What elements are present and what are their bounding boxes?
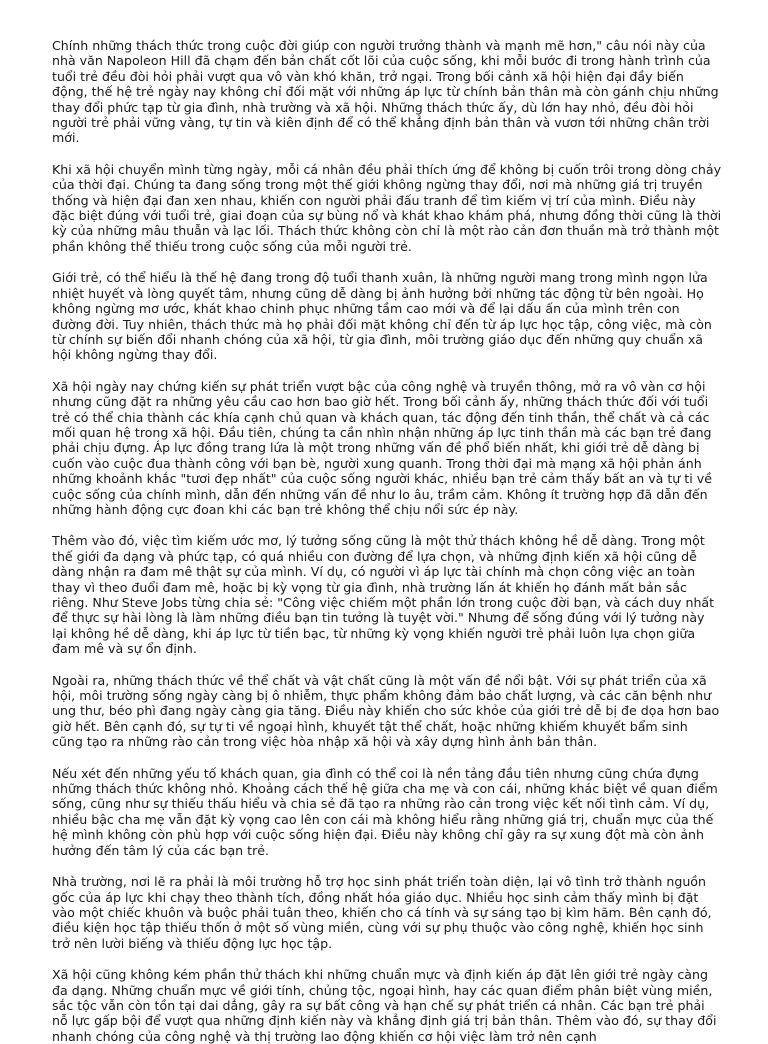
paragraph-4: Xã hội ngày nay chứng kiến sự phát triển vượt bậc của công nghệ và truyền thông, mở ra vô vàn cơ hội nhưng cũng đặt ra những yêu cầu cao hơn bao giờ hết. Trong bối cảnh ấy, những thách thức đối với tuổi trẻ có thể chia thành các khía cạnh chủ quan và khách quan, tác động đến tinh thần, thể chất và cả các mối quan hệ trong xã hội. Đầu tiên, chúng ta cần nhìn nhận những áp lực tinh thần mà các bạn trẻ đang phải chịu đựng. Áp lực đồng trang lứa là một trong những vấn đề phổ biến nhất, khi giới trẻ dễ dàng bị cuốn vào cuộc đua thành công với bạn bè, người xung quanh. Trong thời đại mà mạng xã hội phản ánh những khoảnh khắc "tươi đẹp nhất" của cuộc sống người khác, nhiều bạn trẻ cảm thấy bất an và tự ti về cuộc sống của chính mình, dẫn đến những vấn đề như lo âu, trầm cảm. Không ít trường hợp đã dẫn đến những hành động cực đoan khi các bạn trẻ không thể chịu nổi sức ép này.: [52, 378, 712, 517]
paragraph-8: Nhà trường, nơi lẽ ra phải là môi trường hỗ trợ học sinh phát triển toàn diện, lại vô tình trở thành nguồn gốc của áp lực khi chạy theo thành tích, đồng nhất hóa giáo dục. Nhiều học sinh cảm thấy mình bị đặt vào một chiếc khuôn và buộc phải tuân theo, khiến cho cá tính và sự sáng tạo bị kìm hãm. Bên cạnh đó, điều kiện học tập thiếu thốn ở một số vùng miền, cùng với sự phụ thuộc vào công nghệ, khiến học sinh trở nên lười biếng và thiếu động lực học tập.: [52, 874, 712, 951]
paragraph-3: Giới trẻ, có thể hiểu là thế hệ đang trong độ tuổi thanh xuân, là những người mang trong mình ngọn lửa nhiệt huyết và lòng quyết tâm, nhưng cũng dễ dàng bị ảnh hưởng bởi những tác động từ bên ngoài. Họ không ngừng mơ ước, khát khao chinh phục những tầm cao mới và để lại dấu ấn của mình trên con đường đời. Tuy nhiên, thách thức mà họ phải đối mặt không chỉ đến từ áp lực học tập, công việc, mà còn từ chính sự biến đổi nhanh chóng của xã hội, từ gia đình, môi trường giáo dục đến những quy chuẩn xã hội không ngừng thay đổi.: [52, 270, 712, 363]
paragraph-2: Khi xã hội chuyển mình từng ngày, mỗi cá nhân đều phải thích ứng để không bị cuốn trôi trong dòng chảy của thời đại. Chúng ta đang sống trong một thế giới không ngừng thay đổi, nơi mà những giá trị truyền thống và hiện đại đan xen nhau, khiến con người phải đấu tranh để tìm kiếm vị trí của mình. Điều này đặc biệt đúng với tuổi trẻ, giai đoạn của sự bùng nổ và khát khao khám phá, nhưng đồng thời cũng là thời kỳ của những mâu thuẫn và lạc lối. Thách thức không còn chỉ là một rào cản đơn thuần mà trở thành một phần không thể thiếu trong cuộc sống của mỗi người trẻ.: [52, 161, 722, 254]
paragraph-7: Nếu xét đến những yếu tố khách quan, gia đình có thể coi là nền tảng đầu tiên nhưng cũng chứa đựng những thách thức không nhỏ. Khoảng cách thế hệ giữa cha mẹ và con cái, những khác biệt về quan điểm sống, cũng như sự thiếu thấu hiểu và chia sẻ đã tạo ra những rào cản trong việc kết nối tình cảm. Ví dụ, nhiều bậc cha mẹ vẫn đặt kỳ vọng cao lên con cái mà không hiểu rằng những giá trị, chuẩn mực của thế hệ mình không còn phù hợp với cuộc sống hiện đại. Điều này không chỉ gây ra sự xung đột mà còn ảnh hưởng đến tâm lý của các bạn trẻ.: [52, 765, 718, 858]
paragraph-5: Thêm vào đó, việc tìm kiếm ước mơ, lý tưởng sống cũng là một thử thách không hề dễ dàng. Trong một thế giới đa dạng và phức tạp, có quá nhiều con đường để lựa chọn, và những định kiến xã hội cũng dễ dàng nhận ra đam mê thật sự của mình. Ví dụ, có người vì áp lực tài chính mà chọn công việc an toàn thay vì theo đuổi đam mê, hoặc bị kỳ vọng từ gia đình, nhà trường lấn át khiến họ đánh mất bản sắc riêng. Như Steve Jobs từng chia sẻ: "Công việc chiếm một phần lớn trong cuộc đời bạn, và cách duy nhất để thực sự hài lòng là làm những điều bạn tin tưởng là tuyệt vời." Nhưng để sống đúng với lý tưởng này lại không hề dễ dàng, khi áp lực từ tiền bạc, từ những kỳ vọng khiến người trẻ phải luôn lựa chọn giữa đam mê và sự ổn định.: [52, 533, 715, 657]
paragraph-6: Ngoài ra, những thách thức về thể chất và vật chất cũng là một vấn đề nổi bật. Với sự phát triển của xã hội, môi trường sống ngày càng bị ô nhiễm, thực phẩm không đảm bảo chất lượng, và các căn bệnh như ung thư, béo phì đang ngày càng gia tăng. Điều này khiến cho sức khỏe của giới trẻ dễ bị đe dọa hơn bao giờ hết. Bên cạnh đó, sự tự ti về ngoại hình, khuyết tật thể chất, hoặc những khiếm khuyết bẩm sinh cũng tạo ra những rào cản trong việc hòa nhập xã hội và xây dựng hình ảnh bản thân.: [52, 672, 720, 750]
paragraph-9: Xã hội cũng không kém phần thử thách khi những chuẩn mực và định kiến áp đặt lên giới trẻ ngày càng đa dạng. Những chuẩn mực về giới tính, chủng tộc, ngoại hình, hay các quan điểm phân biệt vùng miền, sắc tộc vẫn còn tồn tại dai dẳng, gây ra sự bất công và hạn chế sự phát triển cá nhân. Các bạn trẻ phải nỗ lực gấp bội để vượt qua những định kiến này và khẳng định giá trị bản thân. Thêm vào đó, sự thay đổi nhanh chóng của công nghệ và thị trường lao động khiến cơ hội việc làm trở nên cạnh: [52, 967, 717, 1044]
paragraph-1: Chính những thách thức trong cuộc đời giúp con người trưởng thành và mạnh mẽ hơn," câu nói này của nhà văn Napoleon Hill đã chạm đến bản chất cốt lõi của cuộc sống, khi mỗi bước đi trong hành trình của tuổi trẻ đều đòi hỏi phải vượt qua vô vàn khó khăn, trở ngại. Trong bối cảnh xã hội hiện đại đầy biến động, thế hệ trẻ ngày nay không chỉ đối mặt với những áp lực từ chính bản thân mà còn gánh chịu những thay đổi phức tạp từ gia đình, nhà trường và xã hội. Những thách thức ấy, dù lớn hay nhỏ, đều đòi hỏi người trẻ phải vững vàng, tự tin và kiên định để có thể khẳng định bản thân và vươn tới những chân trời mới.: [52, 38, 719, 146]
